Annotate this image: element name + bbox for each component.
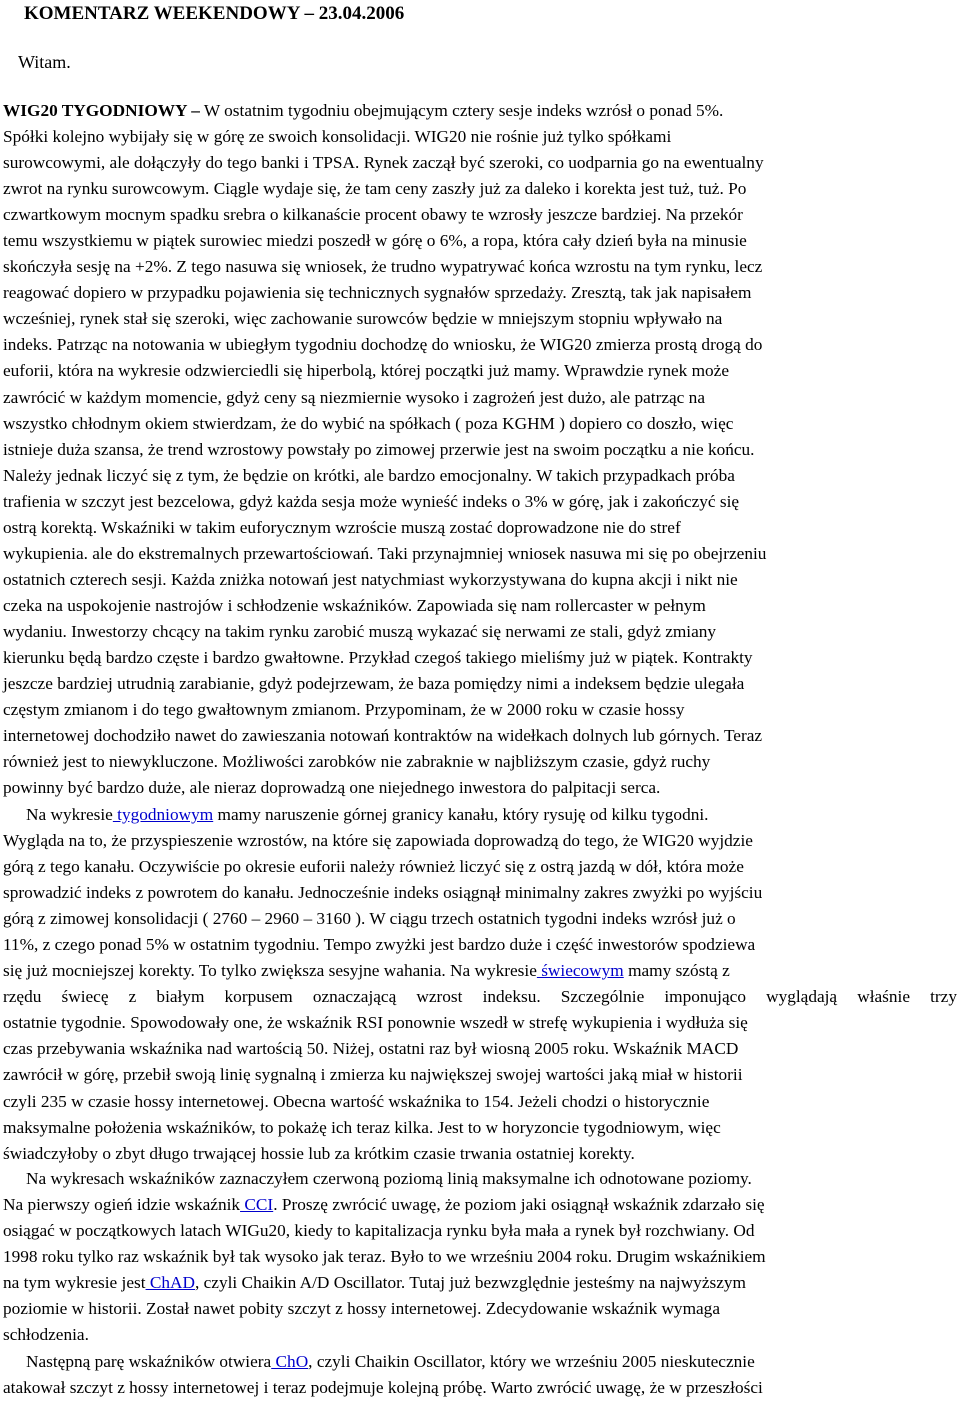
text-run: skończyła sesję na +2%. Z tego nasuwa się wniosek, że trudno wypatrywać końca wzrostu na tym rynku, lecz (3, 257, 763, 277)
text-run: częstym zmianom i do tego gwałtownym zmianom. Przypominam, że w 2000 roku w czasie hossy (3, 700, 685, 720)
text-line (3, 280, 958, 306)
text-line (3, 306, 958, 332)
text-run: , czyli Chaikin A/D Oscillator. Tutaj już bezwzględnie jesteśmy na najwyższym (195, 1273, 746, 1293)
text-line (3, 202, 958, 228)
text-line (3, 124, 958, 150)
text-line (3, 723, 958, 749)
text-line (3, 906, 958, 932)
text-run: zwrot na rynku surowcowym. Ciągle wydaje się, że tam ceny zaszły już za daleko i korekta jest tuż, tuż. Po (3, 179, 747, 199)
text-line (3, 619, 958, 645)
text-run: rzędu świecę z białym korpusem oznaczającą wzrost indeksu. Szczególnie imponująco wyglądają właśnie trzy (3, 987, 957, 1007)
text-line (3, 228, 958, 254)
text-line (3, 1270, 958, 1296)
text-line (3, 254, 958, 280)
text-line (3, 749, 958, 775)
chart-link[interactable]: ChAD (145, 1273, 195, 1293)
text-run: poziomie w historii. Został nawet pobity szczyt z hossy internetowej. Zdecydowanie wskaźnik wymaga (3, 1299, 720, 1319)
greeting: Witam. (18, 52, 71, 72)
text-run: 1998 roku tylko raz wskaźnik był tak wysoko jak teraz. Było to we wrześniu 2004 roku. Drugim wskaźnikiem (3, 1247, 766, 1267)
text-run: wcześniej, rynek stał się szeroki, więc zachowanie surowców będzie w mniejszym stopniu wpływało na (3, 309, 723, 329)
text-line (3, 984, 958, 1010)
text-run: Spółki kolejno wybijały się w górę ze swoich konsolidacji. WIG20 nie rośnie już tylko spółkami (3, 127, 672, 147)
text-line (3, 1036, 958, 1062)
text-line (3, 932, 958, 958)
text-line (3, 1089, 958, 1115)
text-run: mamy szóstą z (623, 961, 730, 981)
text-run: Na wykresie (26, 805, 113, 824)
text-line (3, 1166, 958, 1192)
text-line (3, 1115, 958, 1141)
text-run: powinny być bardzo duże, ale nieraz doprowadzą one niejednego inwestora do palpitacji serca. (3, 778, 661, 798)
text-run: maksymalne położenia wskaźników, to pokażę ich teraz kilka. Jest to w horyzoncie tygodniowym, więc (3, 1117, 721, 1137)
chart-link[interactable]: tygodniowym (112, 805, 214, 824)
text-line (3, 1322, 958, 1348)
text-run: czeka na uspokojenie nastrojów i schłodzenie wskaźników. Zapowiada się nam rollercaster w pełnym (3, 595, 706, 615)
text-run: górą z zimowej konsolidacji ( 2760 – 2960 – 3160 ). W ciągu trzech ostatnich tygodni indeks wzrósł już o (3, 909, 736, 929)
paragraph-wig20-weekly (3, 98, 958, 801)
text-line (3, 828, 958, 854)
paragraph-indicator-charts (3, 1166, 958, 1348)
text-line (3, 1296, 958, 1322)
text-run: W ostatnim tygodniu obejmującym cztery sesje indeks wzrósł o ponad 5%. (199, 101, 724, 120)
text-line (3, 463, 958, 489)
text-run: wszystko chłodnym okiem stwierdzam, że do wybić na spółkach ( poza KGHM ) dopiero co doszło, więc (3, 413, 734, 433)
text-line (3, 567, 958, 593)
section-label: WIG20 TYGODNIOWY – (3, 101, 200, 120)
text-line (3, 1218, 958, 1244)
text-line (3, 671, 958, 697)
text-line (3, 411, 958, 437)
text-run: , czyli Chaikin Oscillator, który we wrześniu 2005 nieskutecznie (308, 1352, 755, 1371)
text-run: mamy naruszenie górnej granicy kanału, który rysuję od kilku tygodni. (213, 805, 709, 824)
text-run: zawrócił w górę, przebił swoją linię sygnalną i zmierza ku największej swojej wartości jaką miał w historii (3, 1065, 743, 1085)
chart-link[interactable]: ChO (271, 1352, 309, 1371)
chart-link[interactable]: CCI (240, 1195, 274, 1215)
text-line (3, 358, 958, 384)
text-run: sprowadzić indeks z powrotem do kanału. Jednocześnie indeks osiągnął minimalny zakres zwyżki po wyjściu (3, 883, 763, 903)
text-line (3, 697, 958, 723)
text-line (3, 541, 958, 567)
text-run: kierunku będą bardzo częste i bardzo gwałtowne. Przykład czegoś takiego mieliśmy już w piątek. Kontrakty (3, 647, 753, 667)
text-run: czyli 235 w czasie hossy internetowej. Obecna wartość wskaźnika to 154. Jeżeli chodzi o historycznie (3, 1091, 710, 1111)
text-line (3, 1192, 958, 1218)
text-run: na tym wykresie jest (3, 1273, 146, 1293)
text-line (3, 1375, 958, 1401)
text-line (3, 645, 958, 671)
text-run: zawrócić w każdym momencie, gdyż ceny są niezmiernie wysoko i zagrożeń jest dużo, ale patrząc na (3, 387, 705, 407)
paragraph-next-indicators (3, 1349, 958, 1401)
text-run: górą z tego kanału. Oczywiście po okresie euforii należy również liczyć się z ostrą jazdą w dół, która może (3, 857, 744, 877)
text-run: świadczyłoby o zbyt długo trwającej hossie lub za krótkim czasie trwania ostatniej korekty. (3, 1143, 635, 1163)
text-run: Wygląda na to, że przyspieszenie wzrostów, na które się zapowiada doprowadzą do tego, że WIG20 wyjdzie (3, 831, 753, 851)
text-run: trafienia w szczyt jest bezcelowa, gdyż każda sesja może wynieść indeks o 3% w górę, jak i zakończyć się (3, 491, 740, 511)
text-run: Należy jednak liczyć się z tym, że będzie on krótki, ale bardzo emocjonalny. W takich przypadkach próba (3, 465, 735, 485)
text-line (3, 437, 958, 463)
text-run: schłodzenia. (3, 1325, 89, 1345)
text-line (3, 1349, 958, 1375)
text-run: indeks. Patrząc na notowania w ubiegłym tygodniu dochodzę do wniosku, że WIG20 zmierza prostą drogą do (3, 335, 763, 355)
text-run: Następną parę wskaźników otwiera (26, 1352, 272, 1371)
text-run: . Proszę zwrócić uwagę, że poziom jaki osiągnął wskaźnik zdarzało się (273, 1195, 765, 1215)
text-run: wykupienia. ale do ekstremalnych przewartościowań. Taki przynajmniej wniosek nasuwa mi się po obejrzeniu (3, 543, 767, 563)
text-line (3, 489, 958, 515)
text-run: się już mocniejszej korekty. To tylko zwiększa sesyjne wahania. Na wykresie (3, 961, 537, 981)
text-run: Na wykresach wskaźników zaznaczyłem czerwoną poziomą linią maksymalne ich odnotowane poziomy. (26, 1169, 752, 1188)
text-line (3, 1244, 958, 1270)
text-run: ostatnie tygodnie. Spowodowały one, że wskaźnik RSI ponownie wszedł w strefę wykupienia i wydłuża się (3, 1013, 748, 1033)
text-line (3, 98, 958, 124)
text-line (3, 332, 958, 358)
text-run: ostrą korektą. Wskaźniki w takim euforycznym wzroście muszą zostać doprowadzone nie do stref (3, 517, 681, 537)
text-line (3, 880, 958, 906)
text-line (3, 958, 958, 984)
text-run: Na pierwszy ogień idzie wskaźnik (3, 1195, 241, 1215)
document-heading: KOMENTARZ WEEKENDOWY – 23.04.2006 (24, 3, 405, 24)
text-run: ostatnich czterech sesji. Każda zniżka notowań jest natychmiast wykorzystywana do kupna akcji i nikt nie (3, 569, 738, 589)
text-line (3, 150, 958, 176)
text-run: 11%, z czego ponad 5% w ostatnim tygodniu. Tempo zwyżki jest bardzo duże i część inwestorów spodziewa (3, 935, 756, 955)
text-line (3, 1141, 958, 1167)
text-line (3, 1010, 958, 1036)
text-line (3, 1062, 958, 1088)
text-line (3, 385, 958, 411)
text-run: surowcowymi, ale dołączyły do tego banki i TPSA. Rynek zaczął być szeroki, co uodparnia go na ewentualny (3, 153, 764, 173)
text-run: internetowej dochodziło nawet do zawieszania notowań kontraktów na widełkach dolnych lub górnych. Teraz (3, 726, 763, 746)
text-line (3, 593, 958, 619)
text-run: atakował szczyt z hossy internetowej i teraz podejmuje kolejną próbę. Warto zwrócić uwagę, że w przeszłości (3, 1378, 763, 1398)
text-run: jeszcze bardziej utrudnią zarabianie, gdyż podejrzewam, że baza pomiędzy nimi a indeksem będzie ulegała (3, 674, 745, 694)
text-run: euforii, która na wykresie odzwierciedli się hiperbolą, której początki już mamy. Wprawdzie rynek może (3, 361, 730, 381)
text-run: reagować dopiero w przypadku pojawienia się technicznych sygnałów sprzedaży. Zresztą, tak jak napisałem (3, 283, 752, 303)
text-line (3, 854, 958, 880)
text-run: również jest to niewykluczone. Możliwości zarobków nie zabraknie w najbliższym czasie, gdyż ruchy (3, 752, 711, 772)
paragraph-weekly-chart (3, 802, 958, 1167)
text-line (3, 775, 958, 801)
text-run: czas przebywania wskaźnika nad wartością 50. Niżej, ostatni raz był wiosną 2005 roku. Wskaźnik MACD (3, 1039, 739, 1059)
text-line (3, 802, 958, 828)
text-run: osiągać w początkowych latach WIGu20, kiedy to kapitalizacja rynku była mała a rynek był rozchwiany. Od (3, 1221, 755, 1241)
text-line (3, 515, 958, 541)
text-line (3, 176, 958, 202)
text-run: temu wszystkiemu w piątek surowiec miedzi poszedł w górę o 6%, a ropa, która cały dzień była na minusie (3, 231, 747, 251)
chart-link[interactable]: świecowym (536, 961, 624, 981)
text-run: wydaniu. Inwestorzy chcący na takim rynku zarobić muszą wykazać się nerwami ze stali, gdyż zmiany (3, 621, 717, 641)
text-run: czwartkowym mocnym spadku srebra o kilkanaście procent obawy te wzrosły jeszcze bardziej. Na przekór (3, 205, 743, 225)
text-run: istnieje duża szansa, że trend wzrostowy powstały po zimowej przerwie jest na swoim początku a nie końcu. (3, 439, 755, 459)
